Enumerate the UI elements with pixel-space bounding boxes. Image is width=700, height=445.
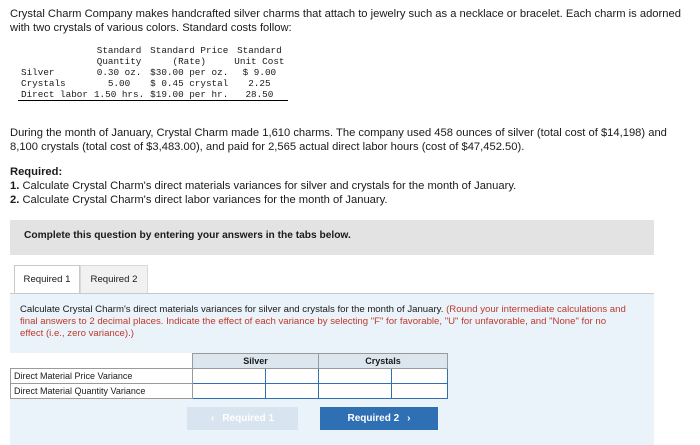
crystals-price-variance-amount-input[interactable] [319, 369, 392, 384]
table-row [11, 384, 448, 399]
instruction-text: Complete this question by entering your answers in the tabs below. [24, 230, 351, 241]
required-item-1: 1. Calculate Crystal Charm's direct materials variances for silver and crystals for the month of January. [10, 180, 517, 192]
row-label-price-variance: Direct Material Price Variance [11, 369, 193, 384]
silver-price-variance-amount-field[interactable] [193, 369, 265, 383]
crystals-quantity-variance-amount-field[interactable] [319, 384, 391, 398]
facts-text [10, 126, 667, 154]
crystals-price-variance-effect-field[interactable] [392, 369, 447, 383]
required-section [10, 165, 516, 207]
question-main: Calculate Crystal Charm's direct materials variances for silver and crystals for the month of January. [20, 304, 444, 315]
tab-required-2[interactable]: Required 2 [80, 265, 148, 293]
required-heading: Required: [10, 166, 63, 178]
silver-quantity-variance-effect-field[interactable] [266, 384, 318, 398]
next-required-button[interactable] [320, 407, 438, 430]
crystals-price-variance-effect-select[interactable] [392, 369, 448, 384]
silver-quantity-variance-amount-input[interactable] [193, 384, 266, 399]
column-header-crystals: Crystals [319, 354, 448, 369]
column-header-silver: Silver [193, 354, 319, 369]
silver-quantity-variance-effect-select[interactable] [266, 384, 319, 399]
intro-line-2: with two crystals of various colors. Standard costs follow: [10, 22, 292, 34]
next-button-label: Required 2 [347, 413, 400, 424]
header-std-price: Standard Price (Rate) [150, 45, 229, 67]
crystals-quantity-variance-amount-input[interactable] [319, 384, 392, 399]
table-row: Crystals 5.00 $ 0.45 crystal 2.25 [21, 78, 271, 89]
crystals-price-variance-amount-field[interactable] [319, 369, 391, 383]
intro-text [10, 7, 681, 35]
standard-costs-table [18, 45, 288, 101]
crystals-quantity-variance-effect-field[interactable] [392, 384, 447, 398]
question-note: (Round your intermediate calculations and final answers to 2 decimal places. Indicate the effect of each variance by selecting "F" for favorable, "U" for unfavorable, and "None" for no effect (i.e., zero variance).) [20, 304, 626, 339]
facts-line-1: During the month of January, Crystal Charm made 1,610 charms. The company used 458 ounces of silver (total cost of $14,198) and [10, 127, 667, 139]
intro-line-1: Crystal Charm Company makes handcrafted silver charms that attach to jewelry such as a necklace or bracelet. Each charm is adorned [10, 8, 681, 20]
previous-required-button [187, 407, 298, 430]
variance-answer-table [10, 353, 448, 399]
header-std-unit-cost: Standard Unit Cost [234, 45, 285, 67]
table-row [11, 369, 448, 384]
facts-line-2: 8,100 crystals (total cost of $3,483.00), and paid for 2,565 actual direct labor hours (cost of $47,452.50). [10, 141, 525, 153]
table-row: Direct labor 1.50 hrs. $19.00 per hr. 28.50 [18, 89, 288, 101]
table-row: Silver 0.30 oz. $30.00 per oz. $ 9.00 [21, 67, 277, 78]
silver-price-variance-effect-select[interactable] [266, 369, 319, 384]
tab-required-1[interactable]: Required 1 [14, 265, 80, 293]
question-text [20, 304, 630, 340]
chevron-right-icon: › [407, 413, 411, 424]
silver-price-variance-effect-field[interactable] [266, 369, 318, 383]
chevron-left-icon: ‹ [210, 413, 215, 424]
row-label-quantity-variance: Direct Material Quantity Variance [11, 384, 193, 399]
silver-quantity-variance-amount-field[interactable] [193, 384, 265, 398]
silver-price-variance-amount-input[interactable] [193, 369, 266, 384]
previous-button-label: Required 1 [222, 413, 275, 424]
header-std-quantity: Standard Quantity [96, 45, 142, 67]
required-item-2: 2. Calculate Crystal Charm's direct labor variances for the month of January. [10, 194, 388, 206]
crystals-quantity-variance-effect-select[interactable] [392, 384, 448, 399]
